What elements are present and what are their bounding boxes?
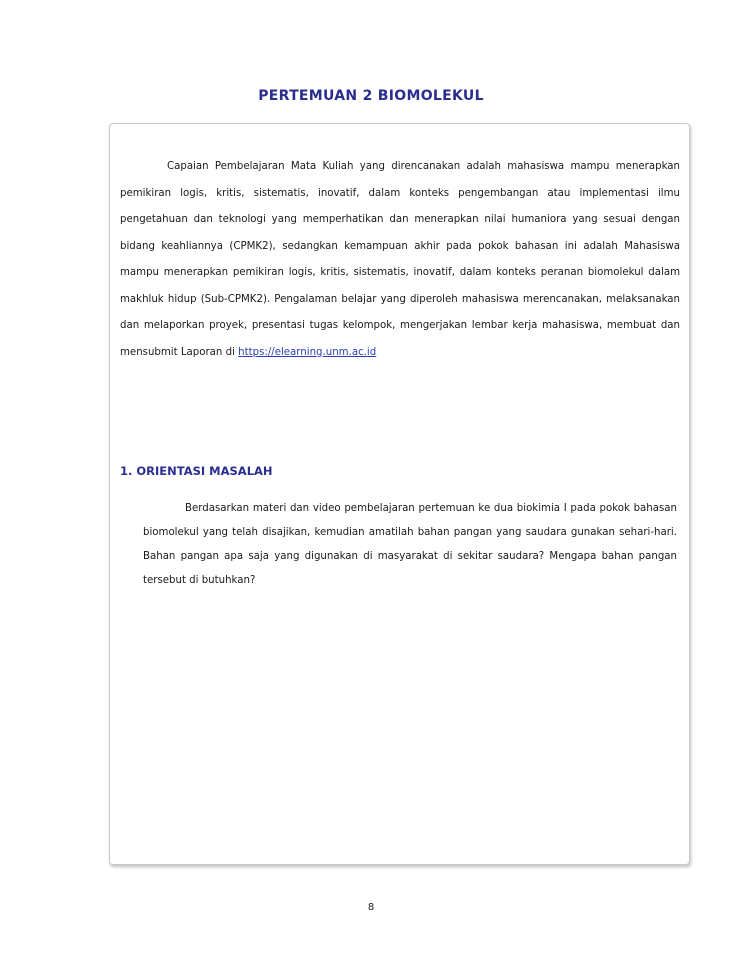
page-number: 8 <box>367 902 375 913</box>
content-box <box>109 123 690 865</box>
intro-paragraph <box>120 154 680 366</box>
section-heading-orientasi-masalah: 1. ORIENTASI MASALAH <box>120 464 273 478</box>
elearning-link[interactable]: https://elearning.unm.ac.id <box>238 346 377 358</box>
intro-text: Capaian Pembelajaran Mata Kuliah yang direncanakan adalah mahasiswa mampu menerapkan pemikiran logis, kritis, sistematis, inovatif, dalam konteks pengembangan atau implementasi ilmu pengetahuan dan teknologi yang memperhatikan dan menerapkan nilai humaniora yang sesuai dengan bidang keahliannya (CPMK2), sedangkan kemampuan akhir pada pokok bahasan ini adalah Mahasiswa mampu menerapkan pemikiran logis, kritis, sistematis, inovatif, dalam konteks peranan biomolekul dalam makhluk hidup (Sub-CPMK2). Pengalaman belajar yang diperoleh mahasiswa merencanakan, melaksanakan dan melaporkan proyek, presentasi tugas kelompok, mengerjakan lembar kerja mahasiswa, membuat dan mensubmit Laporan di <box>120 161 680 358</box>
page-title: PERTEMUAN 2 BIOMOLEKUL <box>258 88 484 104</box>
section-body-orientasi-masalah: Berdasarkan materi dan video pembelajaran pertemuan ke dua biokimia I pada pokok bahasan biomolekul yang telah disajikan, kemudian amatilah bahan pangan yang saudara gunakan sehari-hari. Bahan pangan apa saja yang digunakan di masyarakat di sekitar saudara? Mengapa bahan pangan tersebut di butuhkan? <box>143 503 677 586</box>
